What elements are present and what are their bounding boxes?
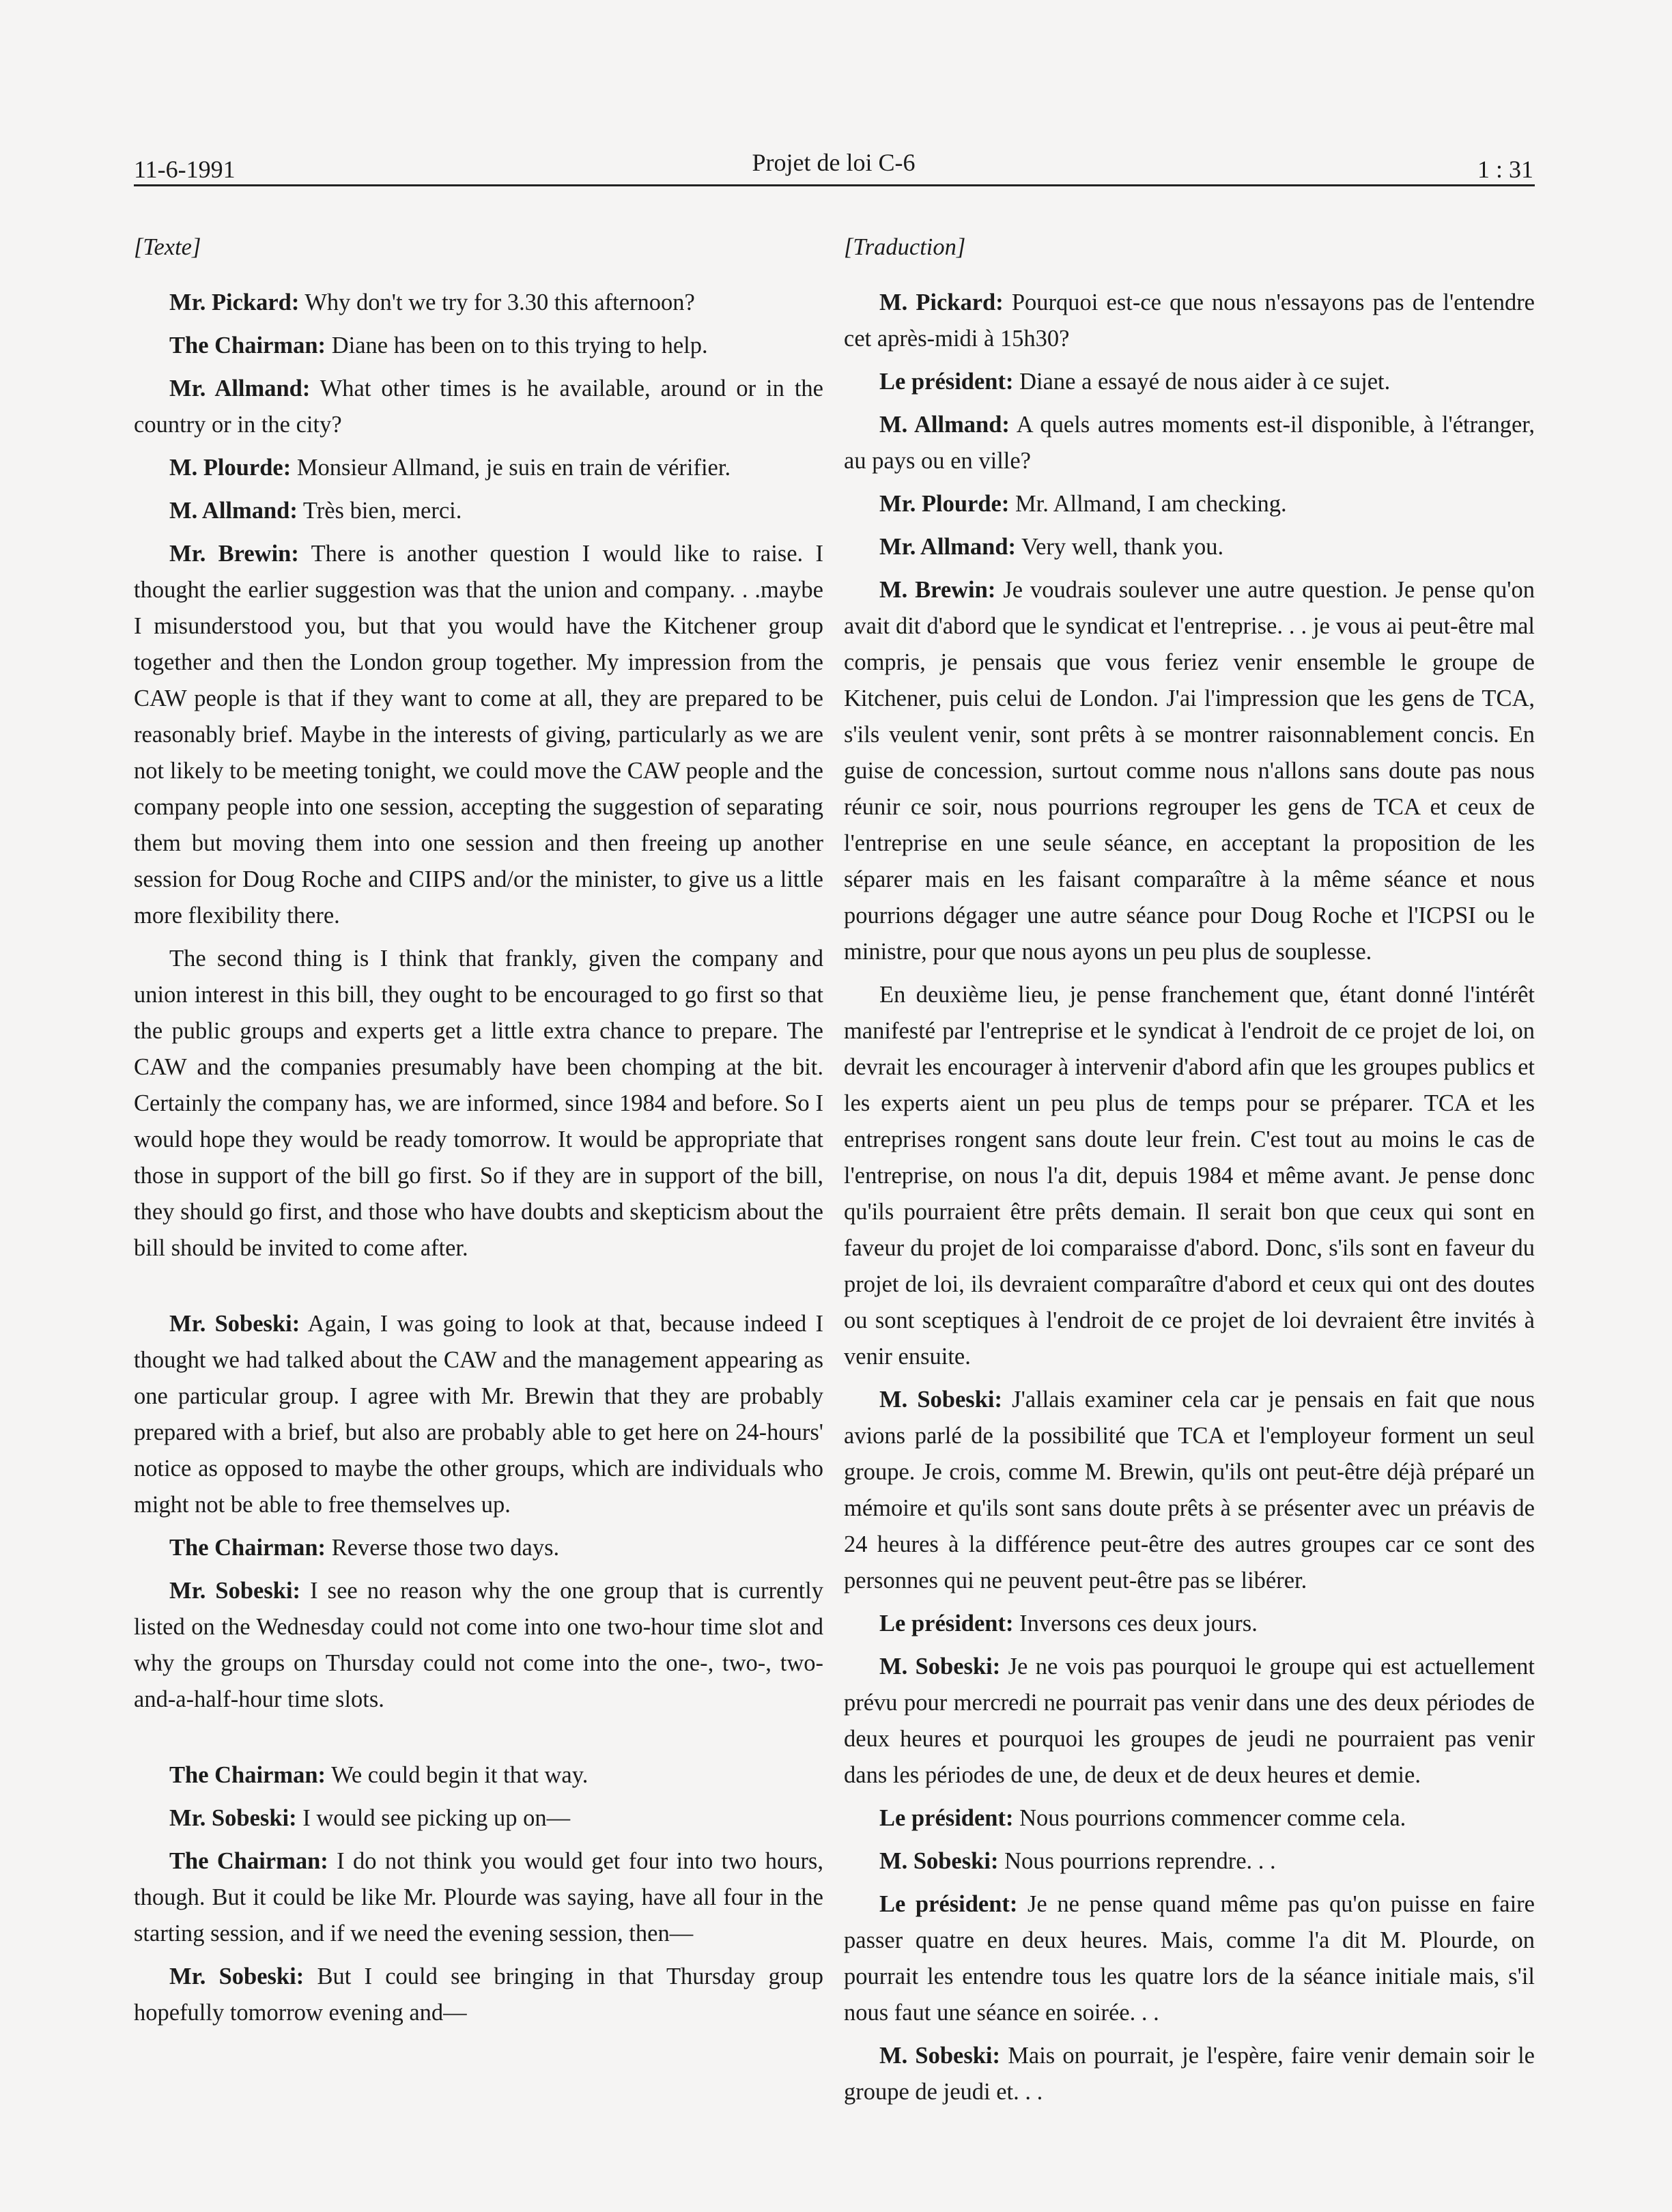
header-rule (134, 184, 1535, 186)
speaker-name: Le président: (879, 369, 1014, 395)
speaker-name: Le président: (879, 1891, 1018, 1917)
transcript-paragraph (844, 407, 1535, 479)
speech-text: En deuxième lieu, je pense franchement que, étant donné l'intérêt manifesté par l'entreprise et le syndicat à l'endroit de ce projet de loi, on devrait les encourager à intervenir d'abord afin que les groupes publics et les experts aient un peu plus de temps pour se préparer. TCA et les entreprises rongent sans doute leur frein. C'est tout au moins le cas de l'entreprise, on nous l'a dit, depuis 1984 et même avant. Je pense donc qu'ils pourraient être prêts demain. Il serait bon que ceux qui sont en faveur du projet de loi comparaisse d'abord. Donc, s'ils sont en faveur du projet de loi, ils devraient comparaître d'abord et ceux qui ont des doutes ou sont sceptiques à l'endroit de ce projet de loi devraient être invités à venir ensuite. (844, 982, 1535, 1370)
speech-text: Je voudrais soulever une autre question. Je pense qu'on avait dit d'abord que le syndicat et l'entreprise. . . je vous ai peut-être mal compris, je pensais que vous feriez venir ensemble le groupe de Kitchener, puis celui de London. J'ai l'impression que les gens de TCA, s'ils veulent venir, sont prêts à se montrer raisonnablement concis. En guise de concession, surtout comme nous n'allons sans doute pas nous réunir ce soir, nous pourrions regrouper les gens de TCA et ceux de l'entreprise en une seule séance, en acceptant la proposition de les séparer mais en les faisant comparaître à la même séance et nous pourrions dégager une autre séance pour Doug Roche et l'ICPSI ou le ministre, pour que nous ayons un peu plus de souplesse. (844, 577, 1535, 965)
speech-text: Mais on pourrait, je l'espère, faire venir demain soir le groupe de jeudi et. . . (844, 2043, 1535, 2105)
transcript-paragraph (844, 1649, 1535, 1793)
speech-text: Nous pourrions reprendre. . . (998, 1848, 1276, 1874)
english-column (134, 229, 823, 2038)
speech-text: Inversons ces deux jours. (1013, 1611, 1258, 1636)
speaker-name: M. Brewin: (879, 577, 996, 603)
speech-text: Nous pourrions commencer comme cela. (1013, 1805, 1406, 1831)
speech-text: Again, I was going to look at that, because indeed I thought we had talked about the CAW and the management appearing as one particular group. I agree with Mr. Brewin that they are probably prepared with a brief, but also are probably able to get here on 24-hours' notice as opposed to maybe the other groups, which are individuals who might not be able to free themselves up. (134, 1311, 823, 1518)
header-date: 11-6-1991 (134, 156, 236, 183)
speech-text: Très bien, merci. (297, 498, 462, 524)
speaker-name: M. Sobeski: (879, 2043, 1001, 2069)
speech-text: Monsieur Allmand, je suis en train de vérifier. (291, 455, 731, 481)
speech-text: We could begin it that way. (326, 1762, 589, 1788)
speaker-name: Mr. Allmand: (879, 534, 1016, 560)
transcript-paragraph (134, 1573, 823, 1718)
speaker-name: Mr. Sobeski: (169, 1578, 301, 1604)
transcript-paragraph (134, 328, 823, 364)
speaker-name: The Chairman: (169, 1848, 328, 1874)
speech-text: Mr. Allmand, I am checking. (1009, 491, 1287, 517)
page-header (134, 140, 1533, 188)
speaker-name: M. Sobeski: (879, 1848, 999, 1874)
speech-text: Je ne vois pas pourquoi le groupe qui est actuellement prévu pour mercredi ne pourrait pas venir dans une des deux périodes de deux heures et pourquoi les groupes de jeudi ne pourraient pas venir dans les périodes de une, de deux et de deux heures et demie. (844, 1654, 1535, 1788)
speech-text: I do not think you would get four into two hours, though. But it could be like Mr. Plourde was saying, have all four in the starting session, and if we need the evening session, then— (134, 1848, 823, 1946)
speaker-name: Mr. Pickard: (169, 289, 300, 315)
speaker-name: Mr. Plourde: (879, 491, 1010, 517)
speaker-name: M. Sobeski: (879, 1654, 1001, 1679)
transcript-paragraph (844, 285, 1535, 357)
transcript-paragraph (844, 1843, 1535, 1880)
speaker-name: Mr. Allmand: (169, 375, 311, 401)
speaker-name: Mr. Sobeski: (169, 1963, 304, 1989)
speech-text: What other times is he available, around or in the country or in the city? (134, 375, 823, 438)
speech-text: Je ne pense quand même pas qu'on puisse en faire passer quatre en deux heures. Mais, comme l'a dit M. Plourde, on pourrait les entendre tous les quatre lors de la séance initiale mais, s'il nous faut une séance en soirée. . . (844, 1891, 1535, 2026)
speech-text: There is another question I would like to raise. I thought the earlier suggestion was that the union and company. . .maybe I misunderstood you, but that you would have the Kitchener group together and then the London group together. My impression from the CAW people is that if they want to come at all, they are prepared to be reasonably brief. Maybe in the interests of giving, particularly as we are not likely to be meeting tonight, we could move the CAW people and the company people into one session, accepting the suggestion of separating them but moving them into one session and then freeing up another session for Doug Roche and CIIPS and/or the minister, to give us a little more flexibility there. (134, 541, 824, 928)
speaker-name: M. Allmand: (169, 498, 298, 524)
transcript-paragraph (134, 1843, 823, 1952)
speech-text: The second thing is I think that frankly, given the company and union interest in this bill, they ought to be encouraged to go first so that the public groups and experts get a little extra chance to prepare. The CAW and the companies presumably have been chomping at the bit. Certainly the company has, we are informed, since 1984 and before. So I would hope they would be ready tomorrow. It would be appropriate that those in support of the bill go first. So if they are in support of the bill, they should go first, and those who have doubts and skepticism about the bill should be invited to come after. (134, 946, 823, 1261)
transcript-paragraph (134, 1306, 823, 1523)
transcript-paragraph (844, 1606, 1535, 1642)
column-label-texte: [Texte] (134, 234, 201, 260)
speech-text: But I could see bringing in that Thursday group hopefully tomorrow evening and— (134, 1963, 823, 2026)
transcript-paragraph (844, 486, 1535, 522)
speaker-name: M. Pickard: (879, 289, 1004, 315)
column-label-traduction: [Traduction] (844, 234, 966, 260)
speech-text: Why don't we try for 3.30 this afternoon? (299, 289, 695, 315)
speaker-name: The Chairman: (169, 1535, 326, 1561)
transcript-paragraph (134, 941, 823, 1266)
transcript-paragraph (134, 1800, 823, 1837)
speaker-name: Mr. Sobeski: (169, 1805, 297, 1831)
french-column (844, 229, 1535, 2117)
speaker-name: Mr. Sobeski: (169, 1311, 300, 1337)
transcript-paragraph (844, 364, 1535, 400)
speech-text: Diane has been on to this trying to help. (326, 332, 708, 358)
transcript-paragraph (844, 1800, 1535, 1837)
transcript-paragraph (134, 1530, 823, 1566)
transcript-paragraph (844, 2038, 1535, 2110)
speech-text: Reverse those two days. (326, 1535, 560, 1561)
transcript-paragraph (134, 1959, 823, 2031)
speaker-name: Mr. Brewin: (169, 541, 299, 567)
speech-text: Very well, thank you. (1016, 534, 1224, 560)
speaker-name: M. Sobeski: (879, 1387, 1002, 1413)
header-title: Projet de loi C-6 (752, 149, 916, 176)
speech-text: Diane a essayé de nous aider à ce sujet. (1013, 369, 1391, 395)
speech-text: I would see picking up on— (296, 1805, 571, 1831)
speech-text: I see no reason why the one group that is currently listed on the Wednesday could not come into one two-hour time slot and why the groups on Thursday could not come into the one-, two-, two-and-a-half-hour time slots. (134, 1578, 823, 1712)
speaker-name: The Chairman: (169, 1762, 326, 1788)
speech-text: J'allais examiner cela car je pensais en fait que nous avions parlé de la possibilité que TCA et l'employeur forment un seul groupe. Je crois, comme M. Brewin, qu'ils ont peut-être déjà préparé un mémoire et qu'ils sont sans doute prêts à se présenter avec un préavis de 24 heures à la différence peut-être des autres groupes car ce sont des personnes qui ne peuvent peut-être pas se libérer. (844, 1387, 1535, 1593)
speech-text: Pourquoi est-ce que nous n'essayons pas de l'entendre cet après-midi à 15h30? (844, 289, 1535, 352)
transcript-paragraph (844, 1382, 1535, 1599)
transcript-paragraph (844, 572, 1535, 970)
transcript-paragraph (134, 493, 823, 529)
transcript-paragraph (134, 371, 823, 443)
speaker-name: Le président: (879, 1805, 1014, 1831)
speech-text: A quels autres moments est-il disponible, à l'étranger, au pays ou en ville? (844, 412, 1535, 474)
speaker-name: M. Allmand: (879, 412, 1010, 438)
speaker-name: The Chairman: (169, 332, 326, 358)
speaker-name: M. Plourde: (169, 455, 292, 481)
transcript-paragraph (844, 1886, 1535, 2031)
speaker-name: Le président: (879, 1611, 1014, 1636)
transcript-paragraph (134, 536, 823, 934)
header-page-number: 1 : 31 (1477, 156, 1533, 183)
transcript-paragraph (844, 529, 1535, 565)
transcript-paragraph (134, 1757, 823, 1793)
transcript-paragraph (134, 450, 823, 486)
transcript-paragraph (134, 285, 823, 321)
transcript-paragraph (844, 977, 1535, 1375)
